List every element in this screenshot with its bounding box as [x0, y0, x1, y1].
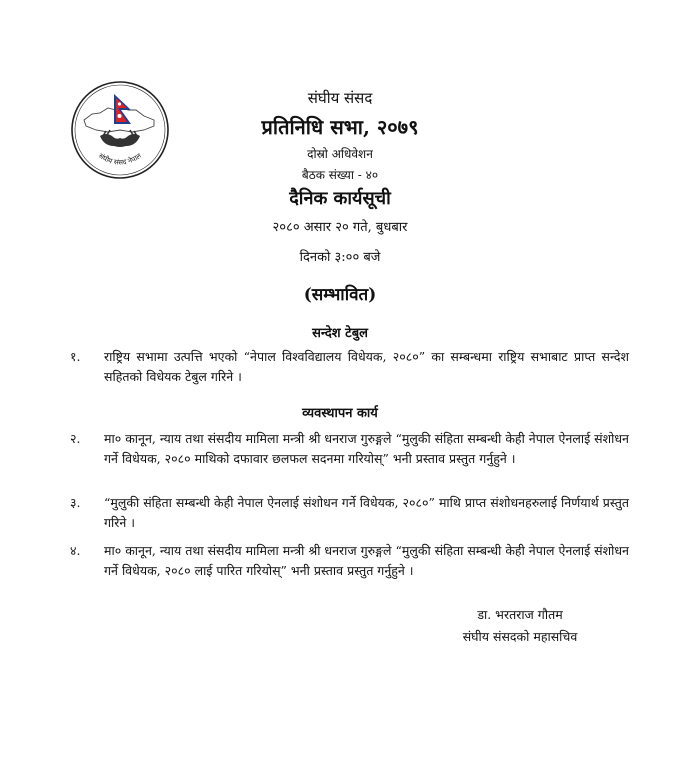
section-heading-message-table: सन्देश टेबुल: [312, 326, 368, 341]
agenda-item-text: “मुलुकी संहिता सम्बन्धी केही नेपाल ऐनलाई संशोधन गर्ने विधेयक, २०८०” माथि प्राप्त संशोधनहरुलाई निर्णयार्थ प्रस्तुत गरिने ।: [104, 495, 629, 530]
agenda-item-number: १.: [70, 349, 81, 364]
agenda-time: दिनको ३:०० बजे: [299, 250, 381, 265]
meeting-number: बैठक संख्या - ४०: [301, 168, 379, 182]
signatory-title: संघीय संसदको महासचिव: [462, 629, 578, 644]
emblem-hands: [100, 134, 140, 147]
parliament-name: संघीय संसद: [307, 89, 373, 107]
session-label: दोस्रो अधिवेशन: [307, 147, 373, 161]
agenda-item-text: मा० कानून, न्याय तथा संसदीय मामिला मन्त्री श्री धनराज गुरुङ्गले “मुलुकी संहिता सम्बन्धी केही नेपाल ऐनलाई संशोधन गर्ने विधेयक, २०८० माथिको दफावार छलफल सदनमा गरियोस्” भनी प्रस्ताव प्रस्तुत गर्नुहुने ।: [104, 431, 629, 466]
agenda-item-number: ३.: [70, 495, 81, 510]
house-title: प्रतिनिधि सभा, २०७९: [261, 115, 419, 139]
agenda-item-text: राष्ट्रिय सभामा उत्पत्ति भएको “नेपाल विश्वविद्यालय विधेयक, २०८०” का सम्बन्धमा राष्ट्रिय सभाबाट प्राप्त सन्देश सहितको विधेयक टेबुल गरिने ।: [104, 349, 629, 384]
signatory-name: डा. भरतराज गौतम: [477, 607, 563, 622]
emblem-flag-sun: [118, 114, 122, 118]
emblem-caption: संघीय संसद नेपाल: [97, 151, 143, 167]
agenda-item-number: २.: [70, 431, 81, 446]
agenda-title: दैनिक कार्यसूची: [289, 188, 391, 209]
emblem-flag-moon: [118, 102, 121, 105]
agenda-status: (सम्भावित): [303, 285, 377, 305]
agenda-date: २०८० असार २० गते, बुधबार: [272, 220, 408, 235]
section-heading-legislative-business: व्यवस्थापन कार्य: [302, 406, 378, 421]
agenda-item-number: ४.: [70, 543, 81, 558]
agenda-item-text: मा० कानून, न्याय तथा संसदीय मामिला मन्त्री श्री धनराज गुरुङ्गले “मुलुकी संहिता सम्बन्धी केही नेपाल ऐनलाई संशोधन गर्ने विधेयक, २०८० लाई पारित गरियोस्” भनी प्रस्ताव प्रस्तुत गर्नुहुने ।: [104, 543, 629, 578]
